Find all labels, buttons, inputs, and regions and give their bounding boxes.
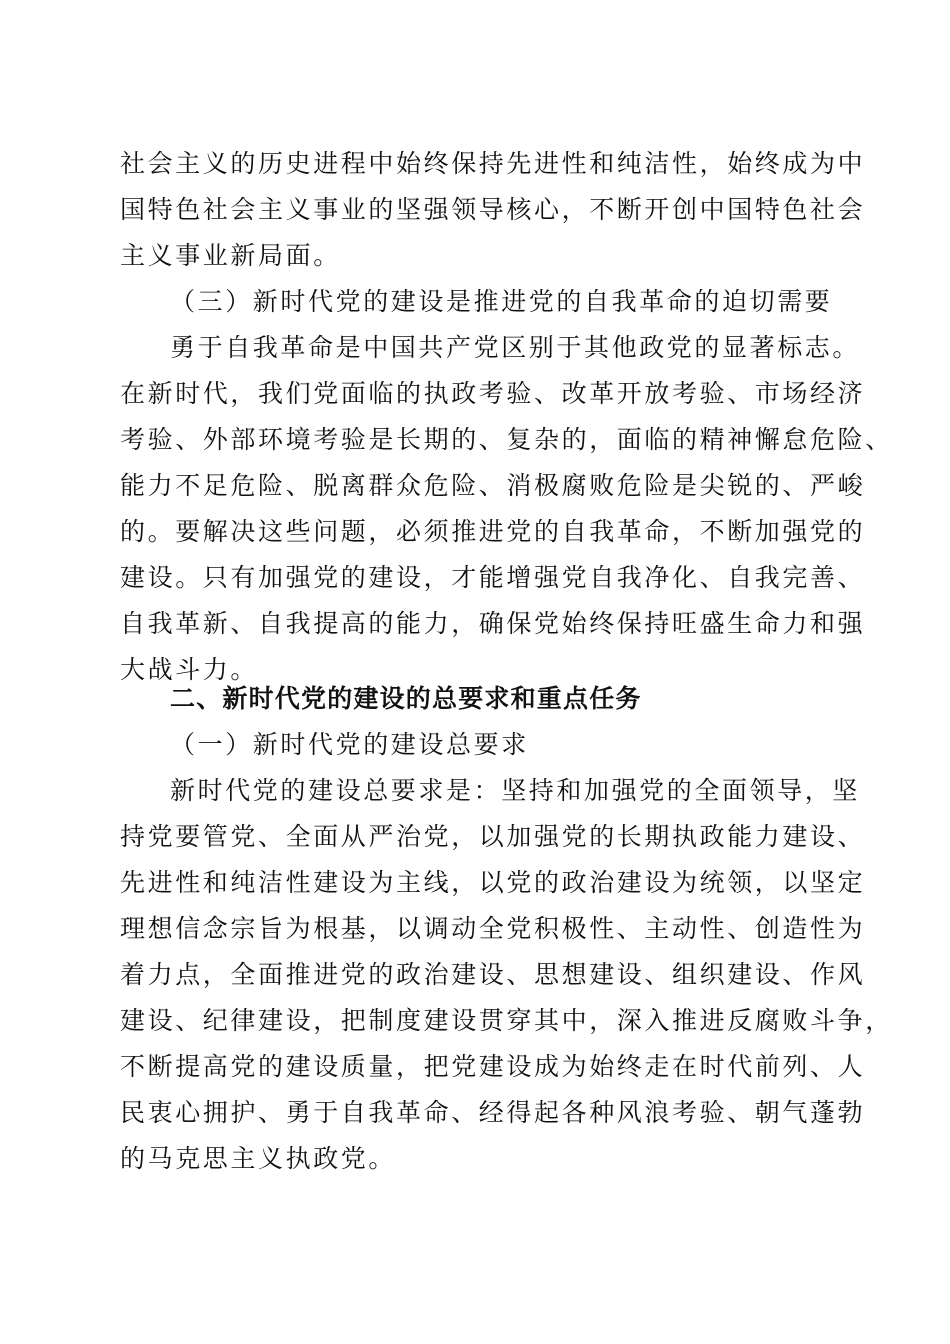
paragraph-2-line-3: 考验、外部环境考验是长期的、复杂的，面临的精神懈怠危险、 bbox=[120, 425, 893, 454]
subheading-1: （一）新时代党的建设总要求 bbox=[170, 730, 529, 759]
paragraph-1-line-1: 社会主义的历史进程中始终保持先进性和纯洁性，始终成为中 bbox=[120, 149, 866, 178]
paragraph-2-line-2: 在新时代，我们党面临的执政考验、改革开放考验、市场经济 bbox=[120, 379, 866, 408]
paragraph-1-line-3: 主义事业新局面。 bbox=[120, 241, 341, 270]
paragraph-2-line-7: 自我革新、自我提高的能力，确保党始终保持旺盛生命力和强 bbox=[120, 609, 866, 638]
paragraph-1-line-2: 国特色社会主义事业的坚强领导核心，不断开创中国特色社会 bbox=[120, 195, 866, 224]
paragraph-3-line-9: 的马克思主义执政党。 bbox=[120, 1144, 397, 1173]
paragraph-2-line-4: 能力不足危险、脱离群众危险、消极腐败危险是尖锐的、严峻 bbox=[120, 471, 866, 500]
paragraph-3-line-5: 着力点，全面推进党的政治建设、思想建设、组织建设、作风 bbox=[120, 960, 866, 989]
paragraph-2-line-1: 勇于自我革命是中国共产党区别于其他政党的显著标志。 bbox=[170, 333, 861, 362]
subheading-3: （三）新时代党的建设是推进党的自我革命的迫切需要 bbox=[170, 287, 833, 316]
paragraph-2-line-8: 大战斗力。 bbox=[120, 655, 259, 684]
paragraph-3-line-4: 理想信念宗旨为根基，以调动全党积极性、主动性、创造性为 bbox=[120, 914, 866, 943]
paragraph-3-line-8: 民衷心拥护、勇于自我革命、经得起各种风浪考验、朝气蓬勃 bbox=[120, 1098, 866, 1127]
paragraph-3-line-3: 先进性和纯洁性建设为主线，以党的政治建设为统领，以坚定 bbox=[120, 868, 866, 897]
paragraph-3-line-1: 新时代党的建设总要求是：坚持和加强党的全面领导，坚 bbox=[170, 776, 861, 805]
paragraph-3-line-2: 持党要管党、全面从严治党，以加强党的长期执政能力建设、 bbox=[120, 822, 866, 851]
section-heading-2: 二、新时代党的建设的总要求和重点任务 bbox=[170, 684, 642, 713]
paragraph-2-line-6: 建设。只有加强党的建设，才能增强党自我净化、自我完善、 bbox=[120, 563, 866, 592]
paragraph-3-line-6: 建设、纪律建设，把制度建设贯穿其中，深入推进反腐败斗争， bbox=[120, 1006, 893, 1035]
paragraph-2-line-5: 的。要解决这些问题，必须推进党的自我革命，不断加强党的 bbox=[120, 517, 866, 546]
paragraph-3-line-7: 不断提高党的建设质量，把党建设成为始终走在时代前列、人 bbox=[120, 1052, 866, 1081]
